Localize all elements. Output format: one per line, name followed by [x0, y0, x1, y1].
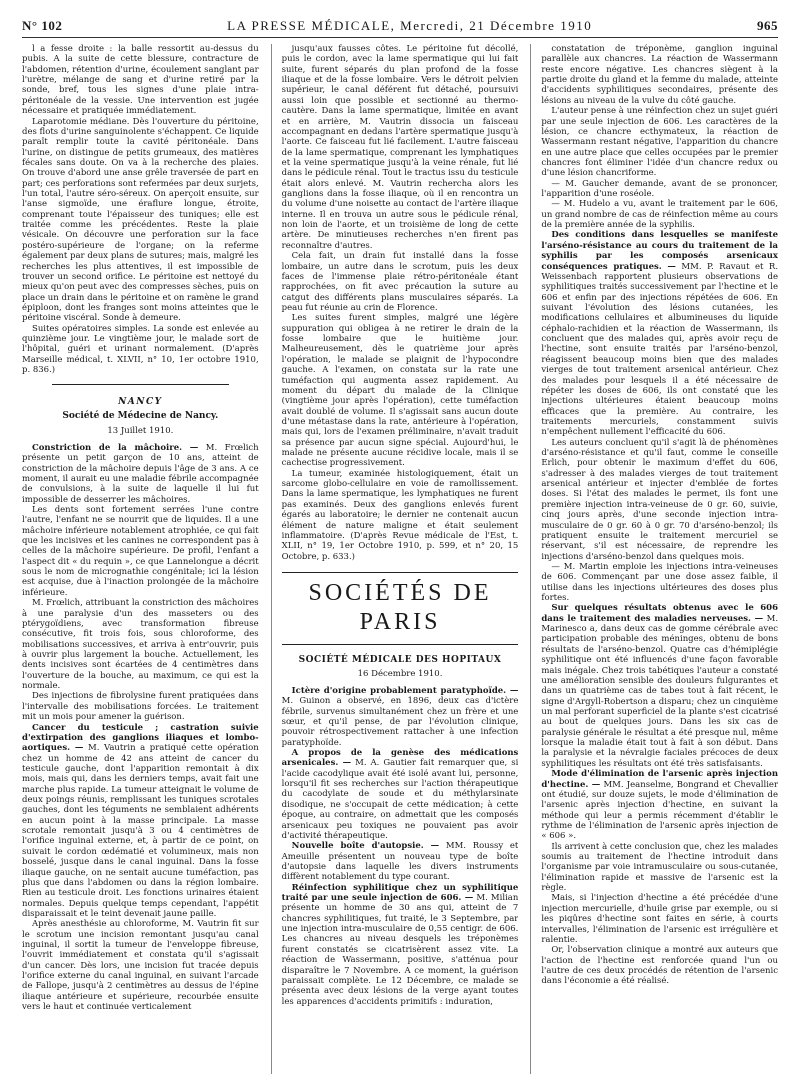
- paragraph: [22, 723, 259, 920]
- paragraph: Suites opératoires simples. La sonde est enlevée au quinzième jour. Le vingtième jour, le malade sort de l'hôpital, guéri et urinant normalement. (D'après Marseille médical, t. XLVII, n° 10, 1er octobre 1910, p. 836.): [22, 323, 259, 376]
- paragraph-title: Des conditions dans lesquelles se manifeste l'arséno-résistance au cours du traitement de la syphilis par les composés arsenicaux conséquences pratiques. —: [541, 230, 779, 272]
- paragraph: [541, 769, 778, 842]
- paragraph: constatation de tréponème, ganglion inguinal parallèle aux chancres. La réaction de Wassermann reste encore négative. Les chancres siègent à la partie droite du gland et la femme du malade, atteinte d'accidents syphilitiques secondaires, présente des lésions au niveau de la vulve du côté gauche.: [541, 44, 779, 106]
- paragraph: L'auteur pense à une réinfection chez un sujet guéri par une seule injection de 606. Les caractères de la lésion, ce chancre ecthymateux, la réaction de Wassermann restant négative, l'apparition du chancre en une autre place que celles occupées par le premier chancres font éliminer l'idée d'un chancre redux ou d'une lésion chancriforme.: [541, 106, 779, 179]
- paragraph: [282, 748, 519, 841]
- paragraph: Cela fait, un drain fut installé dans la fosse lombaire, un autre dans le scrotum, puis les deux faces de l'immense plaie rétro-péritonéale étant rapprochées, on fit avec précaution la suture au catgut des différents plans musculaires séparés. La peau fut réunie au crin de Florence.: [281, 251, 519, 313]
- paragraph-body: M. Guinon a observé, en 1896, deux cas d'ictère fébrile, survenus simultanément chez un frère et une sœur, et qu'il pense, de par l'évolution clinique, pouvoir rétrospectivement rattacher à une infection paratyphoïde.: [281, 696, 519, 748]
- journal-title: LA PRESSE MÉDICALE, Mercredi, 21 Décembre 1910: [227, 18, 593, 33]
- paragraph-body: M. Marinesco a, dans deux cas de gomme cérébrale avec participation probable des méninges, obtenu de bons résultats de l'arséno-benzol. Quatre cas d'hémiplégie syphilitique ont été influencés d'une façon favorable mais inégale. Chez trois tabétiques l'auteur a constaté une amélioration sensible des douleurs fulgurantes et dans un quatrième cas de tabes tout à fait récent, le signe d'Argyll-Robertson a disparu; chez un cinquième un mal perforant superficiel de la plante s'est cicatrisé au bout de quelques jours. Dans les six cas de paralysie générale le résultat a été presque nul, même lorsque la maladie était tout à fait à son début. Dans la paralysie et la névralgie faciales précoces de deux syphilitiques les résultats ont été très satisfaisants.: [541, 613, 779, 769]
- paragraph: — M. Hudelo a vu, avant le traitement par le 606, un grand nombre de cas de réinfection même au cours de la première année de la syphilis.: [541, 199, 779, 231]
- section-divider: [52, 384, 229, 385]
- paragraph-title: A propos de la genèse des médications arsenicales. —: [281, 747, 519, 769]
- paragraph: [282, 883, 519, 1007]
- paragraph: La tumeur, examinée histologiquement, était un sarcome globo-cellulaire en voie de ramollissement. Dans la lame spermatique, les lymphatiques ne furent pas examinés. Deux des ganglions enlevés furent égarés au laboratoire; le dernier ne contenait aucun élément de nature maligne et était seulement inflammatoire. (D'après Revue médicale de l'Est, t. XLII, n° 19, 1er Octobre 1910, p. 599, et n° 20, 15 Octobre, p. 633.): [281, 468, 519, 562]
- page-number-left: N° 102: [22, 18, 63, 33]
- paragraph-title: Mode d'élimination de l'arsenic après injection d'hectine. —: [541, 769, 779, 790]
- paragraph: Ils arrivent à cette conclusion que, chez les malades soumis au traitement de l'hectine introduit dans l'organisme par voie intramusculaire ou sous-cutanée, l'élimination rapide et massive de l'arsenic est la règle.: [541, 841, 779, 894]
- paragraph: [541, 603, 778, 769]
- paragraph-title: Nouvelle boîte d'autopsie. —: [291, 841, 440, 852]
- column-2: [271, 44, 519, 1074]
- paragraph-title: Réinfection syphilitique chez un syphilitique traité par une seule injection de 606. —: [281, 882, 519, 904]
- paragraph-title: Sur quelques résultats obtenus avec le 606 dans le traitement des maladies nerveuses. —: [541, 603, 779, 624]
- paragraph: Les auteurs concluent qu'il s'agit là de phénomènes d'arséno-résistance et qu'il faut, comme le conseille Erlich, pour obtenir le maximum d'effet du 606, s'adresser à des malades vierges de tout traitement arsenical antérieur et injecter d'emblée de fortes doses. Si l'état des malades le permet, ils font une première injection intra-veineuse de 0 gr. 60, suivie, cinq jours après, d'une seconde injection intra-musculaire de 0 gr. 60 à 0 gr. 70 d'arséno-benzol; ils pratiquent ensuite le traitement mercuriel se réservant, s'il est nécessaire, de reprendre les injections d'arséno-benzol dans quelques mois.: [541, 437, 779, 562]
- paragraph-body: M. Frœlich présente un petit garçon de 10 ans, atteint de constriction de la mâchoire depuis l'âge de 3 ans. A ce moment, il aurait eu une maladie fébrile accompagnée de convulsions, à la suite de laquelle il lui fut impossible de desserrer les mâchoires.: [22, 442, 259, 505]
- paragraph: Or, l'observation clinique a montré aux auteurs que l'action de l'hectine est renforcée quand l'un ou l'autre de ces deux procédés de rétention de l'arsenic dans l'économie a été réalisé.: [541, 945, 779, 987]
- society-name: Société de Médecine de Nancy.: [62, 411, 219, 422]
- paragraph: jusqu'aux fausses côtes. Le péritoine fut décollé, puis le cordon, avec la lame spermatique qui lui fait suite, furent séparés du plan profond de la fosse iliaque et de la fosse lombaire. Vers le détroit pelvien supérieur, le canal déférent fut détaché, poursuivi aussi loin que possible et sectionné au thermo-cautère. Dans la lame spermatique, limitée en avant et en arrière, M. Vautrin dissocia un faisceau accompagnant en dedans l'artère spermatique jusqu'à l'aorte. Ce faisceau fut lié facilement. L'autre faisceau de la lame spermatique, comprenant les lymphatiques et la veine spermatique jusqu'à la veine rénale, fut lié dans le pédicule rénal. Tout le tractus issu du testicule était alors enlevé. M. Vautrin rechercha alors les ganglions dans la fosse iliaque, où il en rencontra un du volume d'une noisette au contact de l'artère iliaque interne. Il en trouva un autre sous le pédicule rénal, non loin de l'aorte, et un troisième de long de cette artère. De minutieuses recherches n'en firent pas reconnaître d'autres.: [281, 44, 519, 251]
- paragraph: Laparotomie médiane. Dès l'ouverture du péritoine, des flots d'urine sanguinolente s'échappent. Ce liquide paraît remplir toute la cavité péritonéale. Dans l'urine, on distingue de petits grumeaux, des matières fécales sans doute. On va à la recherche des plaies. On trouve d'abord une anse grêle traversée de part en part; ces perforations sont refermées par deux surjets, l'un total, l'autre séro-séreux. On aperçoit ensuite, sur l'anse sigmoïde, une éraflure longue, étroite, comprenant toute l'épaisseur des tuniques; elle est traitée comme les précédentes. Reste la plaie vésicale. On découvre une perforation sur la face postéro-supérieure de l'organe; on la referme également par deux plans de sutures; mais, malgré les recherches les plus attentives, il est impossible de trouver un second orifice. Le péritoine est nettoyé du mieux qu'on peut avec des compresses sèches, puis on place un drain dans le péritoine et on ramène le grand épiploon, dont les franges sont moins atteintes que le péritoine viscéral. Sonde à demeure.: [22, 116, 259, 324]
- paragraph-title: Cancer du testicule ; castration suivie d'extirpation des ganglions iliaques et lombo-aortiques. —: [22, 722, 259, 754]
- paragraph: — M. Gaucher demande, avant de se prononcer, l'apparition d'une roséole.: [541, 178, 779, 200]
- paragraph: Mais, si l'injection d'hectine a été précédée d'une injection mercurielle, d'huile grise par exemple, ou si les piqûres d'hectine sont faites en série, à courts intervalles, l'élimination de l'arsenic est irrégulière et ralentie.: [541, 893, 779, 945]
- society-date: 16 Décembre 1910.: [357, 669, 443, 680]
- paragraph-title: Constriction de la mâchoire. —: [32, 442, 199, 453]
- paragraph-body: M. Milian présente un homme de 30 ans qui, atteint de 7 chancres syphilitiques, fut traité, le 3 Septembre, par une injection intra-musculaire de 0,55 centigr. de 606. Les chancres au niveau desquels les tréponèmes furent constatés se cicatrisèrent assez vite. La réaction de Wassermann, positive, s'atténua pour disparaître le 7 Novembre. A ce moment, la guérison paraissait complète. Le 12 Décembre, ce malade se présenta avec deux lésions de la verge ayant toutes les apparences d'accidents primitifs : induration,: [281, 893, 519, 1007]
- paragraph-body: MM. Roussy et Ameuille présentent un nouveau type de boîte d'autopsie dans laquelle les divers instruments diffèrent notablement du type courant.: [281, 841, 519, 883]
- section-heading: NANCY: [118, 396, 163, 407]
- paragraph-body: M. A. Gautier fait remarquer que, si l'acide cacodylique avait été isolé avant lui, personne, lorsqu'il fit ses recherches sur l'action thérapeutique du cacodylate de soude et du méthylarsinate disodique, ne s'occupait de cette médication; à cette époque, au contraire, on admettait que les composés arsenicaux peu toxiques ne pouvaient pas avoir d'activité thérapeutique.: [281, 758, 519, 841]
- paragraph-title: Ictère d'origine probablement paratyphoïde. —: [291, 685, 519, 696]
- section-banner: SOCIÉTÉS DE PARIS: [282, 572, 519, 645]
- society-date: 13 Juillet 1910.: [107, 426, 174, 437]
- paragraph: — M. Martin emploie les injections intra-veineuses de 606. Commençant par une dose assez faible, il utilise dans les injections ultérieures des doses plus fortes.: [541, 561, 779, 604]
- paragraph: [282, 686, 519, 748]
- paragraph: Après anesthésie au chloroforme, M. Vautrin fit sur le scrotum une incision remontant jusqu'au canal inguinal, il sortit la tumeur de l'enveloppe fibreuse, l'ouvrit immédiatement et constata qu'il s'agissait d'un cancer. Dès lors, une incision fut tracée depuis l'orifice externe du canal inguinal, en suivant l'arcade de Fallope, jusqu'à 2 centimètres au dessus de l'épine iliaque antérieure et supérieure, recourbée ensuite vers le haut et continuée verticalement: [22, 919, 259, 1013]
- page-number-right: 965: [757, 18, 778, 33]
- paragraph: Les dents sont fortement serrées l'une contre l'autre, l'enfant ne se nourrit que de liquides. Il a une mâchoire inférieure notablement atrophiée, ce qui fait que les incisives et les canines ne correspondent pas à celles de la mâchoire supérieure. De profil, l'enfant a l'aspect dit « du requin », ce que Lannelongue a décrit sous le nom de micrognathie congénitale; ici la lésion est acquise, due à l'inaction prolongée de la mâchoire inférieure.: [22, 504, 259, 598]
- paragraph: [541, 230, 778, 437]
- paragraph: l a fesse droite : la balle ressortit au-dessus du pubis. A la suite de cette blessure, contracture de l'abdomen, rétention d'urine, écoulement sanglant par l'urètre, mélange de sang et d'urine retiré par la sonde, bref, tous les signes d'une plaie intra-péritonéale de la vessie. Une intervention est jugée nécessaire et pratiquée immédiatement.: [22, 44, 259, 117]
- paragraph-body: M. Vautrin a pratiqué cette opération chez un homme de 42 ans atteint de cancer du testicule gauche, dont l'apparition remontait à dix mois, mais qui, dans les derniers temps, avait fait une marche plus rapide. La tumeur atteignait le volume de deux poings réunis, remplissant les tuniques scrotales gauches, dont les téguments ne semblaient adhérents en aucun point à la masse principale. La masse scrotale remontait jusqu'à 3 ou 4 centimètres de l'orifice inguinal externe, et, à partir de ce point, on suivait le cordon œdématié et volumineux, mais non bosselé, jusque dans le canal inguinal. Dans la fosse iliaque gauche, on ne sentait aucune tuméfaction, pas plus que dans l'abdomen ou dans la région lombaire. Rien au testicule droit. Les fonctions urinaires étaient normales. Depuis quelque temps cependant, l'appétit disparaissait et le teint devenait jaune paille.: [22, 743, 259, 919]
- paragraph: M. Frœlich, attribuant la constriction des mâchoires à une paralysie d'un des masseters ou des ptérygoïdiens, avec transformation fibreuse consécutive, fit trois fois, sous chloroforme, des mobilisations successives, et arriva à entr'ouvrir, puis à ouvrir plus largement la bouche. Actuellement, les dents incisives sont écartées de 4 centimètres dans l'ouverture de la bouche, au maximum, ce qui est la normale.: [22, 598, 259, 692]
- column-3: [530, 44, 778, 1074]
- paragraph: [282, 841, 519, 882]
- page-header: [22, 18, 778, 38]
- paragraph: [22, 443, 259, 505]
- society-name: SOCIÉTÉ MÉDICALE DES HOPITAUX: [298, 654, 502, 665]
- column-1: [22, 44, 259, 1074]
- text-columns: [22, 44, 778, 1074]
- paragraph-body: MM. Jeanselme, Bongrand et Chevallier ont étudié, sur douze sujets, le mode d'élimination de l'arsenic après injection d'hectine, en suivant la méthode qui leur a permis récemment d'établir le rythme de l'élimination de l'arsenic après injection de « 606 ».: [541, 779, 779, 842]
- paragraph: Les suites furent simples, malgré une légère suppuration qui obligea à ne retirer le drain de la fosse lombaire que le huitième jour. Malheureusement, dès le quatrième jour après l'opération, le malade se plaignit de l'hypocondre gauche. A l'examen, on constata sur la rate une tuméfaction qui augmenta assez rapidement. Au moment du départ du malade de la Clinique (vingtième jour après l'opération), cette tuméfaction avait doublé de volume. Il s'agissait sans aucun doute d'une métastase dans la rate, antérieure à l'opération, mais qui, lors de l'examen préliminaire, n'avait traduit sa présence par aucun signe spécial. Aujourd'hui, le malade ne présente aucune récidive locale, mais il se cachectise progressivement.: [281, 313, 519, 469]
- paragraph: Des injections de fibrolysine furent pratiquées dans l'intervalle des mobilisations forcées. Le traitement mit un mois pour amener la guérison.: [22, 691, 259, 723]
- paragraph-body: MM. P. Ravaut et R. Weissenbach rapportent plusieurs observations de syphilitiques traités successivement par l'hectine et le 606 et enfin par des injections répétées de 606. En suivant l'évolution des lésions cutanées, les modifications cellulaires et albumineuses du liquide céphalo-rachidien et la réaction de Wassermann, ils concluent que des malades qui, après avoir reçu de l'hectine, sont ensuite traités par l'arséno-benzol, réagissent beaucoup moins bien que des malades vierges de tout traitement arsenical antérieur. Chez des malades pour lesquels il a été nécessaire de répéter les doses de 606, ils ont constaté que les injections ultérieures étaient beaucoup moins efficaces que la première. Au contraire, les traitements mercuriels, constamment suivis n'empêchent nullement l'efficacité du 606.: [541, 261, 779, 438]
